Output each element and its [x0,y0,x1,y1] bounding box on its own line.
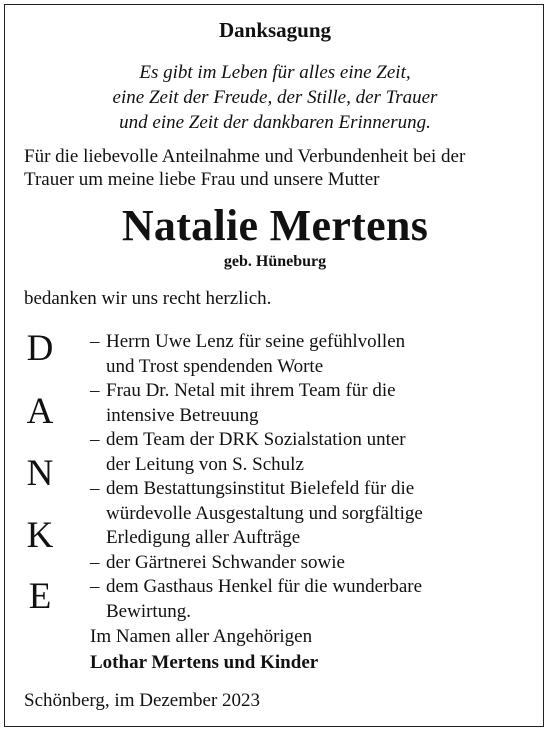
thanks-item-line: dem Bestattungsinstitut Bielefeld für die [106,478,415,499]
thanks-line: bedanken wir uns recht herzlich. [24,288,272,309]
thanks-item [90,551,530,576]
danke-letter: K [26,515,54,556]
notice-heading: Danksagung [218,18,332,42]
thanks-item-line: der Leitung von S. Schulz [106,453,304,475]
danke-letter: E [28,576,52,617]
thanks-item-line: Frau Dr. Netal mit ihrem Team für die [106,380,396,401]
dash-bullet: – [90,380,100,401]
signature-names: Lothar Mertens und Kinder [90,652,319,673]
signature-intro: Im Namen aller Angehörigen [90,626,313,647]
poem [0,60,550,135]
thanks-item-line: der Gärtnerei Schwander sowie [106,551,345,573]
thanks-item [90,379,530,428]
thanks-item-line: Herrn Uwe Lenz für seine gefühlvollen [106,331,406,352]
thanks-item [90,428,530,477]
intro-line: Trauer um meine liebe Frau und unsere Mutter [24,169,380,190]
thanks-list [90,330,530,624]
danke-letter: N [26,453,54,494]
dash-bullet: – [90,576,100,597]
maiden-name: geb. Hüneburg [223,253,327,270]
dash-bullet: – [90,478,100,499]
dash-bullet: – [90,331,100,352]
danke-letter: D [26,328,54,369]
thanks-item [90,477,530,551]
poem-line: eine Zeit der Freude, der Stille, der Trauer [112,87,438,108]
thanks-item-line: dem Team der DRK Sozialstation unter [106,429,406,450]
thanks-item-line: und Trost spendenden Worte [106,355,324,377]
thanks-item-line: würdevolle Ausgestaltung und sorgfältige [106,502,423,524]
thanks-item-line: dem Gasthaus Henkel für die wunderbare [106,576,423,597]
intro-text [24,145,534,191]
thanks-item [90,330,530,379]
dash-bullet: – [90,551,100,573]
thanks-item-line: Bewirtung. [106,600,191,622]
danke-letter: A [26,391,54,432]
deceased-name: Natalie Mertens [121,201,429,250]
thanks-item [90,575,530,624]
intro-line: Für die liebevolle Anteilnahme und Verbundenheit bei der [24,146,466,167]
poem-line: und eine Zeit der dankbaren Erinnerung. [119,112,431,133]
dash-bullet: – [90,429,100,450]
thanks-item-line: intensive Betreuung [106,404,259,426]
thanks-item-line: Erledigung aller Aufträge [106,527,301,548]
place-date: Schönberg, im Dezember 2023 [24,690,261,711]
poem-line: Es gibt im Leben für alles eine Zeit, [139,62,411,83]
